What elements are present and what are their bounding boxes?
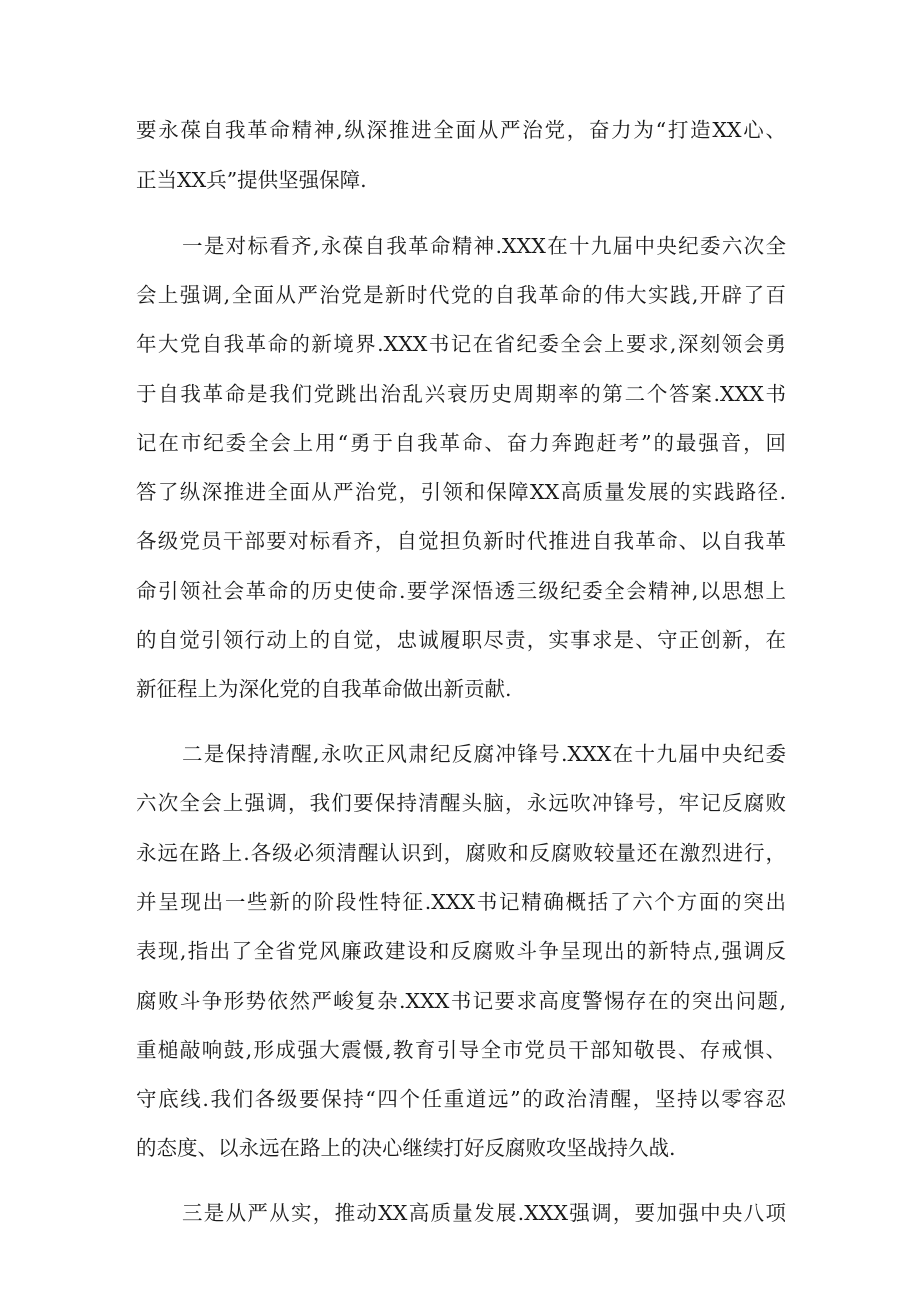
text-line: 于自我革命是我们党跳出治乱兴衰历史周期率的第二个答案.XXX书 — [136, 382, 786, 406]
text-line: 永远在路上.各级必须清醒认识到，腐败和反腐败较量还在激烈进行， — [136, 841, 786, 865]
text-line: 腐败斗争形势依然严峻复杂.XXX书记要求高度警惕存在的突出问题, — [136, 989, 786, 1013]
paragraph-3-first-line: 三是从严从实，推动XX高质量发展.XXX强调，要加强中央八项 — [182, 1201, 786, 1225]
text-line: 六次全会上强调，我们要保持清醒头脑，永远吹冲锋号，牢记反腐败 — [136, 791, 786, 815]
text-line: 各级党员干部要对标看齐，自觉担负新时代推进自我革命、以自我革 — [136, 529, 786, 553]
text-line: 表现,指出了全省党风廉政建设和反腐败斗争呈现出的新特点,强调反 — [136, 939, 786, 963]
text-line: 答了纵深推进全面从严治党，引领和保障XX高质量发展的实践路径. — [136, 480, 786, 504]
paragraph-2-first-line: 二是保持清醒,永吹正风肃纪反腐冲锋号.XXX在十九届中央纪委 — [182, 742, 786, 766]
text-line: 重槌敲响鼓,形成强大震慑,教育引导全市党员干部知敬畏、存戒惧、 — [136, 1038, 786, 1062]
text-line: 守底线.我们各级要保持“四个任重道远”的政治清醒，坚持以零容忍 — [136, 1087, 786, 1111]
text-line: 命引领社会革命的历史使命.要学深悟透三级纪委全会精神,以思想上 — [136, 579, 786, 603]
text-line: 要永葆自我革命精神,纵深推进全面从严治党，奋力为“打造XX心、 — [136, 118, 786, 142]
text-line: 记在市纪委全会上用“勇于自我革命、奋力奔跑赶考”的最强音，回 — [136, 431, 786, 455]
text-line: 会上强调,全面从严治党是新时代党的自我革命的伟大实践,开辟了百 — [136, 283, 786, 307]
text-line: 并呈现出一些新的阶段性特征.XXX书记精确概括了六个方面的突出 — [136, 890, 786, 914]
paragraph-1-first-line: 一是对标看齐,永葆自我革命精神.XXX在十九届中央纪委六次全 — [182, 234, 786, 258]
text-line: 的自觉引领行动上的自觉，忠诚履职尽责，实事求是、守正创新，在 — [136, 628, 786, 652]
text-line: 新征程上为深化党的自我革命做出新贡献. — [136, 677, 512, 701]
text-line: 的态度、以永远在路上的决心继续打好反腐败攻坚战持久战. — [136, 1136, 676, 1160]
text-line: 年大党自我革命的新境界.XXX书记在省纪委全会上要求,深刻领会勇 — [136, 332, 786, 356]
text-line: 正当XX兵”提供坚强保障. — [136, 168, 367, 192]
